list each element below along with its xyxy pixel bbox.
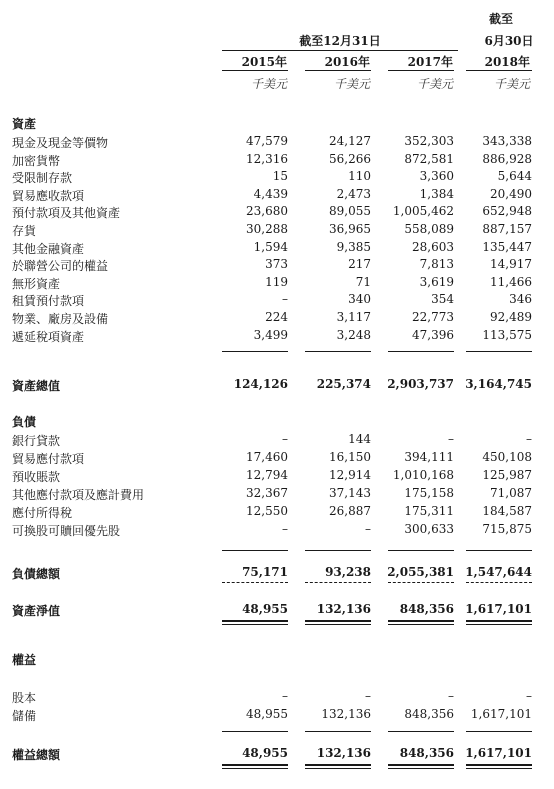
equity-row-value: – [526, 689, 532, 703]
net-assets-value: 1,617,101 [465, 602, 532, 616]
section-assets: 資產 [12, 117, 37, 131]
asset-row-value: 343,338 [482, 134, 532, 148]
year-2017: 2017年 [407, 55, 453, 69]
asset-row-value: 119 [265, 274, 288, 289]
liability-row-value: 1,010,168 [392, 468, 454, 482]
year-2015: 2015年 [241, 55, 287, 69]
asset-row-value: 24,127 [329, 134, 371, 148]
liability-row-value: 71,087 [490, 486, 532, 500]
total-assets-value: 3,164,745 [465, 377, 532, 391]
dashed-rule [388, 582, 454, 583]
rule [388, 550, 454, 551]
year-underline [466, 70, 532, 71]
asset-row-value: 20,490 [490, 186, 532, 201]
liability-row-value: 26,887 [329, 504, 371, 518]
asset-row-value: 30,288 [246, 222, 288, 236]
double-rule [222, 620, 288, 625]
rule [222, 351, 288, 352]
asset-row-value: 224 [265, 310, 288, 324]
rule [388, 351, 454, 352]
asset-row-value: 92,489 [490, 310, 532, 324]
double-rule [388, 764, 454, 769]
liability-row-value: 17,460 [246, 450, 288, 464]
asset-row-value: 22,773 [412, 310, 454, 324]
equity-row-label: 股本 [12, 691, 37, 705]
year-underline [305, 70, 371, 71]
asset-row-value: 346 [509, 292, 532, 307]
double-rule [466, 764, 532, 769]
asset-row-value: 28,603 [412, 239, 454, 254]
liability-row-value: 175,158 [404, 486, 454, 500]
rule [388, 731, 454, 732]
asset-row-value: 354 [431, 292, 454, 307]
liability-row-value: 12,794 [246, 468, 288, 482]
total-liabilities-value: 93,238 [325, 565, 371, 579]
rule [305, 550, 371, 551]
asset-row-value: 36,965 [329, 222, 371, 236]
asset-row-value: 340 [348, 292, 371, 307]
liability-row-value: – [365, 522, 371, 536]
total-equity-value: 132,136 [316, 746, 371, 760]
total-equity-value: 48,955 [242, 746, 288, 760]
liability-row-label: 可換股可贖回優先股 [12, 524, 121, 538]
double-rule [222, 764, 288, 769]
section-equity: 權益 [12, 653, 37, 667]
asset-row-value: 1,005,462 [392, 204, 454, 219]
liability-row-label: 貿易應付款項 [12, 452, 85, 466]
total-assets-label: 資產總值 [12, 379, 61, 393]
asset-row-value: 89,055 [329, 204, 371, 219]
asset-row-value: 352,303 [404, 134, 454, 148]
total-equity-value: 848,356 [399, 746, 454, 760]
as-of-jun30-line2: 6月30日 [484, 34, 534, 48]
asset-row-value: 3,248 [336, 327, 371, 342]
rule [466, 351, 532, 352]
total-assets-value: 124,126 [233, 377, 288, 391]
net-assets-value: 132,136 [316, 602, 371, 616]
asset-row-value: 110 [348, 169, 371, 184]
liability-row-value: 12,914 [329, 468, 371, 482]
liability-row-value: 144 [348, 432, 371, 446]
as-of-dec31-header: 截至12月31日 [299, 34, 381, 48]
as-of-jun30-line1: 截至 [488, 12, 513, 26]
rule [222, 550, 288, 551]
unit-label: 千美元 [493, 77, 530, 91]
asset-row-value: 3,360 [419, 169, 454, 184]
asset-row-value: 3,499 [253, 327, 288, 342]
liability-row-value: 184,587 [482, 504, 532, 518]
asset-row-value: 217 [348, 257, 371, 272]
liability-row-value: – [282, 522, 288, 536]
asset-row-label: 於聯營公司的權益 [12, 259, 109, 274]
liability-row-value: – [526, 432, 532, 446]
asset-row-value: 652,948 [482, 204, 532, 219]
asset-row-value: 872,581 [404, 151, 454, 166]
year-2018: 2018年 [484, 55, 530, 69]
asset-row-value: 15 [272, 169, 288, 184]
asset-row-label: 遞延稅項資產 [12, 329, 85, 344]
header-group-line [222, 50, 458, 51]
equity-row-value: – [448, 689, 454, 703]
liability-row-value: 450,108 [482, 450, 532, 464]
asset-row-label: 其他金融資產 [12, 241, 85, 256]
total-assets-value: 2,903,737 [387, 377, 454, 391]
net-assets-value: 848,356 [399, 602, 454, 616]
total-equity-label: 權益總額 [12, 748, 61, 762]
asset-row-value: 3,117 [336, 310, 371, 324]
asset-row-value: 113,575 [482, 327, 532, 342]
net-assets-value: 48,955 [242, 602, 288, 616]
net-assets-label: 資產淨值 [12, 604, 61, 618]
double-rule [305, 764, 371, 769]
liability-row-value: – [282, 432, 288, 446]
total-assets-value: 225,374 [316, 377, 371, 391]
year-underline [222, 70, 288, 71]
liability-row-label: 應付所得稅 [12, 506, 73, 520]
liability-row-value: 300,633 [404, 522, 454, 536]
total-liabilities-value: 2,055,381 [387, 565, 454, 579]
liability-row-value: 37,143 [329, 486, 371, 500]
liability-row-value: 32,367 [246, 486, 288, 500]
total-liabilities-label: 負債總額 [12, 567, 61, 581]
asset-row-value: 2,473 [336, 186, 371, 201]
rule [466, 731, 532, 732]
asset-row-value: 7,813 [419, 257, 454, 272]
asset-row-value: 14,917 [490, 257, 532, 272]
unit-label: 千美元 [250, 77, 287, 91]
dashed-rule [222, 582, 288, 583]
equity-row-value: 132,136 [321, 707, 371, 721]
double-rule [388, 620, 454, 625]
rule [305, 731, 371, 732]
liability-row-label: 其他應付款項及應計費用 [12, 488, 145, 502]
equity-row-label: 儲備 [12, 709, 37, 723]
asset-row-value: 11,466 [490, 274, 532, 289]
liability-row-value: 394,111 [404, 450, 454, 464]
liability-row-value: 125,987 [482, 468, 532, 482]
equity-row-value: 48,955 [246, 707, 288, 721]
asset-row-value: 1,594 [253, 239, 288, 254]
asset-row-label: 受限制存款 [12, 171, 73, 186]
total-equity-value: 1,617,101 [465, 746, 532, 760]
liability-row-value: 175,311 [404, 504, 454, 518]
dashed-rule [305, 582, 371, 583]
asset-row-value: 47,396 [412, 327, 454, 342]
total-liabilities-value: 1,547,644 [465, 565, 532, 579]
asset-row-value: 47,579 [246, 134, 288, 148]
asset-row-label: 預付款項及其他資產 [12, 206, 121, 221]
year-2016: 2016年 [324, 55, 370, 69]
asset-row-value: 887,157 [482, 222, 532, 236]
asset-row-value: – [282, 292, 288, 307]
unit-label: 千美元 [333, 77, 370, 91]
asset-row-label: 現金及現金等價物 [12, 136, 109, 150]
asset-row-label: 加密貨幣 [12, 153, 61, 168]
double-rule [305, 620, 371, 625]
liability-row-label: 預收賬款 [12, 470, 61, 484]
asset-row-value: 9,385 [336, 239, 371, 254]
section-liabilities: 負債 [12, 415, 37, 429]
asset-row-label: 貿易應收款項 [12, 188, 85, 203]
equity-row-value: 848,356 [404, 707, 454, 721]
rule [466, 550, 532, 551]
liability-row-value: 16,150 [329, 450, 371, 464]
asset-row-value: 23,680 [246, 204, 288, 219]
equity-row-value: 1,617,101 [470, 707, 532, 721]
asset-row-label: 無形資產 [12, 276, 61, 291]
liability-row-value: – [448, 432, 454, 446]
asset-row-label: 租賃預付款項 [12, 294, 85, 309]
asset-row-label: 物業、廠房及設備 [12, 312, 109, 326]
asset-row-value: 5,644 [497, 169, 532, 184]
double-rule [466, 620, 532, 625]
liability-row-label: 銀行貸款 [12, 434, 61, 448]
asset-row-value: 56,266 [329, 151, 371, 166]
asset-row-value: 558,089 [404, 222, 454, 236]
liability-row-value: 715,875 [482, 522, 532, 536]
liability-row-value: 12,550 [246, 504, 288, 518]
asset-row-value: 135,447 [482, 239, 532, 254]
asset-row-value: 886,928 [482, 151, 532, 166]
dashed-rule [466, 582, 532, 583]
asset-row-label: 存貨 [12, 224, 37, 238]
total-liabilities-value: 75,171 [242, 565, 288, 579]
equity-row-value: – [365, 689, 371, 703]
year-underline [388, 70, 454, 71]
rule [222, 731, 288, 732]
asset-row-value: 4,439 [253, 186, 288, 201]
rule [305, 351, 371, 352]
asset-row-value: 71 [355, 274, 371, 289]
asset-row-value: 3,619 [419, 274, 454, 289]
asset-row-value: 12,316 [246, 151, 288, 166]
unit-label: 千美元 [416, 77, 453, 91]
asset-row-value: 373 [265, 257, 288, 272]
equity-row-value: – [282, 689, 288, 703]
asset-row-value: 1,384 [419, 186, 454, 201]
